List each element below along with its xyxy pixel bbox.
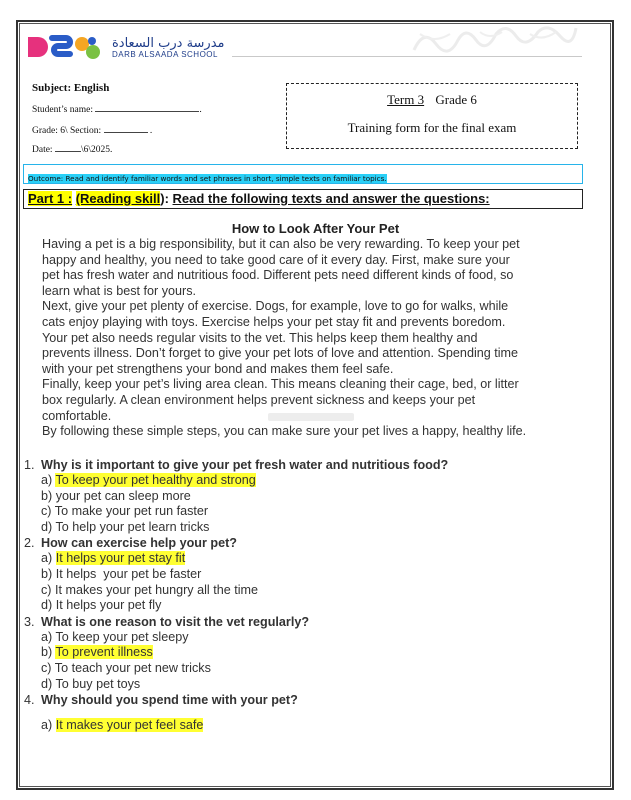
question-4: 4. Why should you spend time with your pet? — [24, 693, 298, 708]
date-label: Date: — [32, 145, 53, 155]
question-2-option-d[interactable]: d) It helps your pet fly — [41, 598, 162, 613]
passage-line: comfortable. — [42, 408, 112, 423]
question-2-option-b[interactable]: b) It helps your pet be faster — [41, 566, 202, 581]
answer-highlight: To keep your pet healthy and strong — [55, 473, 256, 487]
header-divider — [232, 56, 582, 57]
question-1-option-d[interactable]: d) To help your pet learn tricks — [41, 519, 210, 534]
student-name-label: Student’s name: — [32, 105, 93, 115]
outcome-box — [23, 164, 583, 184]
passage-line: By following these simple steps, you can make sure your pet lives a happy, healthy life. — [42, 424, 527, 439]
form-title: Training form for the final exam — [347, 120, 517, 135]
answer-highlight: It helps your pet stay fit — [55, 551, 186, 566]
question-3: 3. What is one reason to visit the vet regularly? — [24, 614, 310, 629]
question-3-option-c[interactable]: c) To teach your pet new tricks — [41, 660, 211, 675]
question-1-option-a[interactable]: a) To keep your pet healthy and strong — [41, 473, 256, 487]
passage-line: Next, give your pet plenty of exercise. Dogs, for example, love to go for walks, while — [42, 299, 509, 314]
section-field[interactable] — [104, 124, 148, 133]
answer-highlight: To prevent illness — [55, 645, 153, 660]
reading-skill-label: (Reading skill — [75, 191, 161, 206]
question-1: 1. Why is it important to give your pet fresh water and nutritious food? — [24, 458, 449, 472]
date-day-field[interactable] — [55, 143, 81, 152]
question-1-option-b[interactable]: b) your pet can sleep more — [41, 488, 191, 503]
school-name-arabic: مدرسة درب السعادة — [112, 36, 225, 51]
passage-line: prevents illness. Don’t forget to give your pet lots of love and attention. Spending time — [42, 346, 519, 361]
grade-section-label: Grade: 6\ Section: — [32, 126, 102, 136]
question-3-option-b[interactable]: b) To prevent illness — [41, 645, 153, 660]
outcome-text: Outcome: Read and identify familiar words and set phrases in short, simple texts on familiar topics. — [28, 174, 387, 183]
passage-line: cats enjoy playing with toys. Exercise helps your pet stay fit and prevents boredom. — [42, 314, 506, 329]
question-3-option-d[interactable]: d) To buy pet toys — [41, 676, 141, 691]
passage-line: learn what is best for yours. — [42, 283, 196, 298]
school-logo-icon — [26, 34, 102, 60]
question-2: 2. How can exercise help your pet? — [24, 536, 237, 551]
date-suffix: \6\2025. — [80, 145, 113, 155]
subject-label: Subject: English — [32, 82, 110, 94]
question-1-option-c[interactable]: c) To make your pet run faster — [41, 504, 209, 519]
passage-line: with your pet strengthens your bond and makes them feel safe. — [42, 361, 394, 376]
passage-line: box regularly. A clean environment helps prevent sickness and keeps your pet — [42, 392, 476, 407]
part1-label: Part 1 : — [28, 191, 73, 206]
answer-gap — [24, 708, 594, 718]
passage-line: Your pet also needs regular visits to the vet. This helps keep them healthy and — [42, 330, 478, 345]
question-2-option-c[interactable]: c) It makes your pet hungry all the time — [41, 582, 258, 597]
answer-highlight: It makes your pet feel safe — [55, 718, 204, 733]
passage-line: Having a pet is a big responsibility, but it can also be very rewarding. To keep your pet — [42, 237, 520, 251]
term-grade-line — [287, 92, 577, 108]
part1-heading — [23, 189, 583, 209]
term-label: Term 3 — [387, 92, 425, 107]
date-row — [32, 143, 112, 155]
term-box — [286, 83, 578, 149]
part1-instruction: Read the following texts and answer the questions: — [172, 191, 490, 206]
grade-section-row: Grade: 6\ Section: . — [32, 126, 153, 136]
student-name-row: Student’s name: . — [32, 105, 202, 115]
passage-line: pet has fresh water and nutritious food. Different pets need different kinds of food, so — [42, 268, 514, 283]
student-name-field[interactable] — [95, 103, 199, 112]
passage-line: happy and healthy, you need to take good care of it every day. First, make sure your — [42, 252, 510, 267]
question-3-option-a[interactable]: a) To keep your pet sleepy — [41, 629, 189, 644]
questions-list — [24, 457, 594, 734]
reading-skill-close: ): — [160, 191, 169, 206]
school-name-english: DARB ALSAADA SCHOOL — [112, 50, 218, 59]
question-2-option-a[interactable]: a) It helps your pet stay fit — [41, 551, 186, 566]
grade-label: Grade 6 — [435, 92, 477, 107]
passage-title: How to Look After Your Pet — [231, 221, 400, 236]
calligraphy-watermark-icon — [410, 22, 580, 56]
question-4-option-a[interactable]: a) It makes your pet feel safe — [41, 718, 204, 733]
passage-line: Finally, keep your pet’s living area clean. This means cleaning their cage, bed, or litter — [42, 377, 519, 392]
center-watermark-icon — [266, 410, 356, 424]
